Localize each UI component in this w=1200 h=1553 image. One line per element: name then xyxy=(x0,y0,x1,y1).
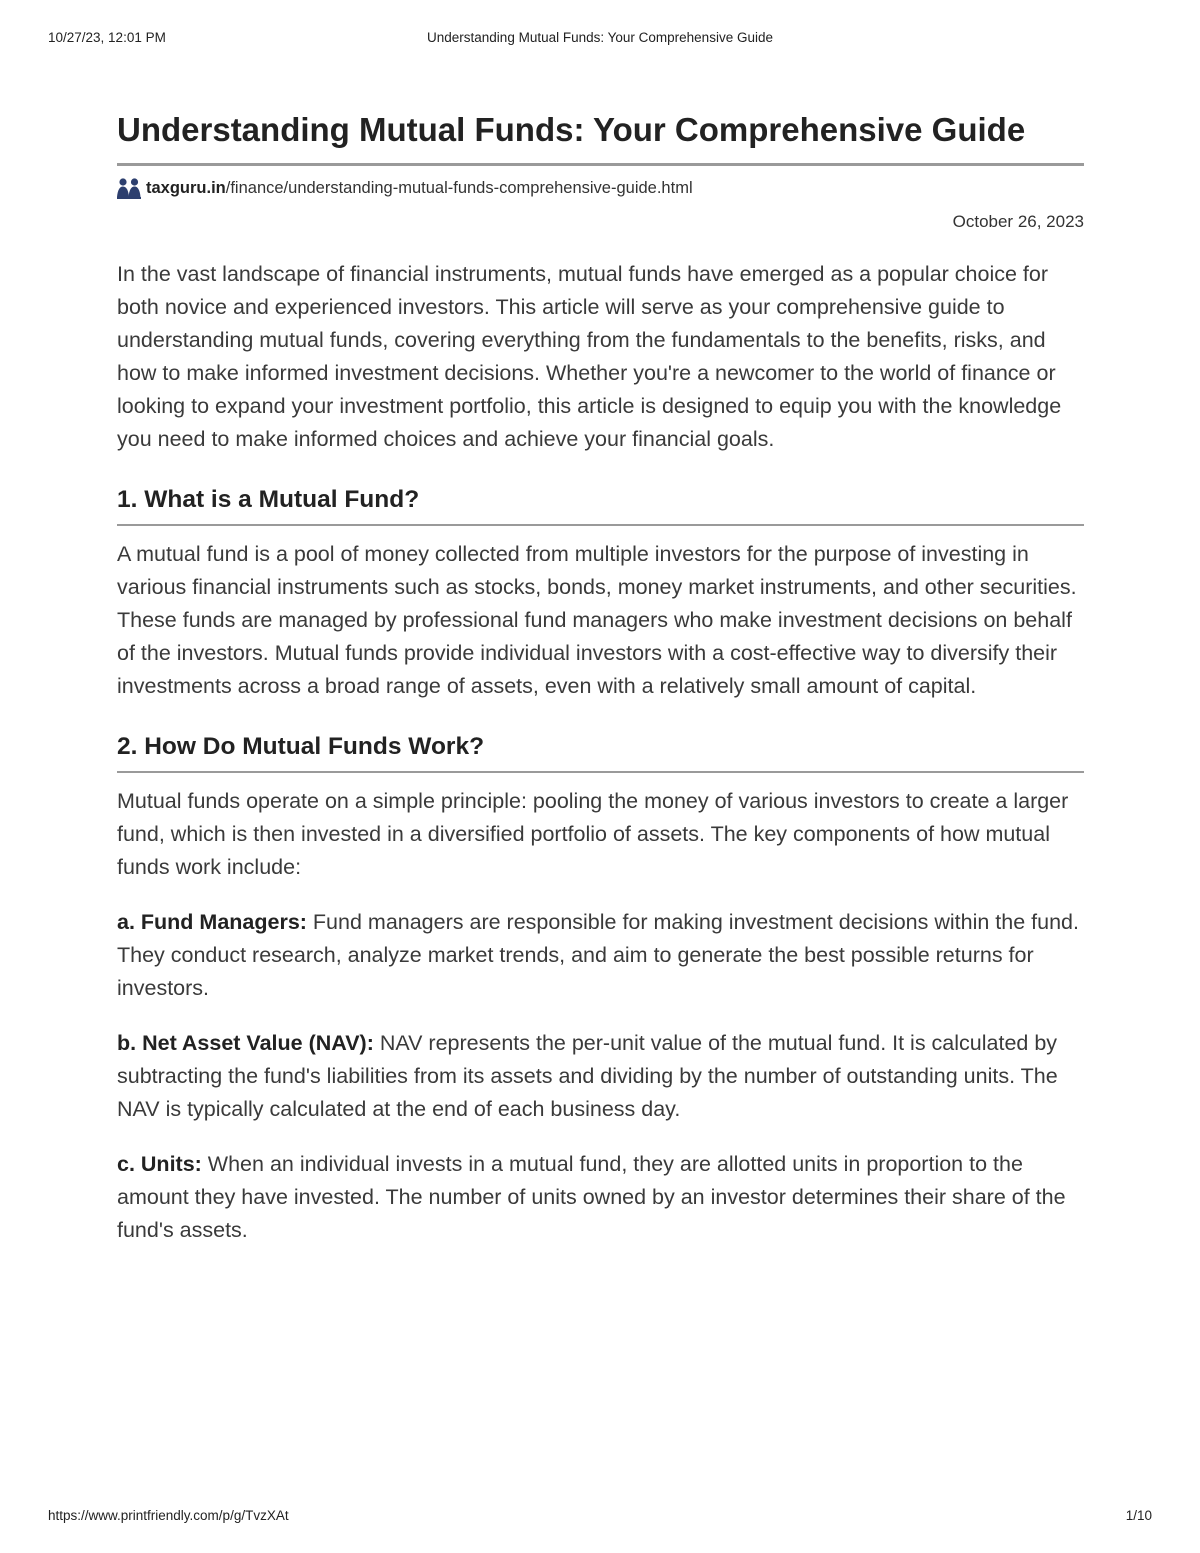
list-item-text: NAV represents the per-unit value of the mutual fund. It is calculated by subtracting the fund's liabilities from its assets and dividing by the number of outstanding units. The NAV is typically calculated at the end of each business day. xyxy=(117,1031,1058,1121)
list-item-label: c. Units: xyxy=(117,1152,202,1176)
section-heading-what-is: 1. What is a Mutual Fund? xyxy=(117,484,1084,526)
publish-date: October 26, 2023 xyxy=(952,212,1084,231)
list-item-fund-managers xyxy=(117,906,1084,1005)
list-item-label: a. Fund Managers: xyxy=(117,910,307,934)
source-path[interactable]: /finance/understanding-mutual-funds-comprehensive-guide.html xyxy=(225,178,693,197)
list-item-text: Fund managers are responsible for making investment decisions within the fund. They conduct research, analyze market trends, and aim to generate the best possible returns for investors. xyxy=(117,910,1079,1000)
page-number: 1/10 xyxy=(1125,1508,1152,1523)
source-line xyxy=(117,176,1084,200)
source-domain[interactable]: taxguru.in xyxy=(146,178,226,197)
people-icon xyxy=(117,177,141,199)
article xyxy=(117,108,1084,1247)
list-item-nav xyxy=(117,1027,1084,1126)
print-header xyxy=(48,30,1152,48)
section-body-how-work: Mutual funds operate on a simple principle: pooling the money of various investors to create a larger fund, which is then invested in a diversified portfolio of assets. The key components of how mutual funds work include: xyxy=(117,789,1069,879)
intro-paragraph: In the vast landscape of financial instruments, mutual funds have emerged as a popular choice for both novice and experienced investors. This article will serve as your comprehensive guide to understanding mutual funds, covering everything from the fundamentals to the benefits, risks, and how to make informed investment decisions. Whether you're a newcomer to the world of finance or looking to expand your investment portfolio, this article is designed to equip you with the knowledge you need to make informed choices and achieve your financial goals. xyxy=(117,262,1062,451)
section-heading-how-work: 2. How Do Mutual Funds Work? xyxy=(117,731,1084,773)
list-item-text: When an individual invests in a mutual fund, they are allotted units in proportion to the amount they have invested. The number of units owned by an investor determines their share of the fund's assets. xyxy=(117,1152,1066,1242)
print-footer xyxy=(48,1508,1152,1526)
print-url[interactable]: https://www.printfriendly.com/p/g/TvzXAt xyxy=(48,1508,289,1523)
section-body-what-is: A mutual fund is a pool of money collected from multiple investors for the purpose of investing in various financial instruments such as stocks, bonds, money market instruments, and other securities. These funds are managed by professional fund managers who make investment decisions on behalf of the investors. Mutual funds provide individual investors with a cost-effective way to diversify their investments across a broad range of assets, even with a relatively small amount of capital. xyxy=(117,542,1077,698)
list-item-label: b. Net Asset Value (NAV): xyxy=(117,1031,374,1055)
list-item-units xyxy=(117,1148,1084,1247)
print-title: Understanding Mutual Funds: Your Comprehensive Guide xyxy=(427,30,773,45)
article-title: Understanding Mutual Funds: Your Comprehensive Guide xyxy=(117,108,1084,166)
print-datetime: 10/27/23, 12:01 PM xyxy=(48,30,166,45)
